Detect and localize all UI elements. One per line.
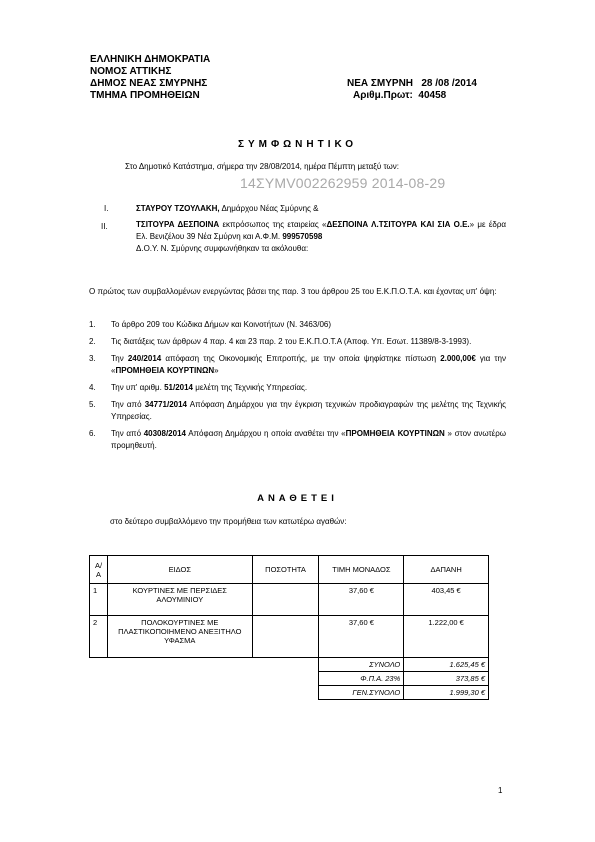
cell-cost: 403,45 € xyxy=(404,584,489,616)
party-name: ΣΤΑΥΡΟΥ ΤΖΟΥΛΑΚΗ, xyxy=(136,204,220,213)
issuer-block xyxy=(90,54,210,102)
cell-qty xyxy=(252,616,319,658)
column-header: Α/Α xyxy=(90,556,108,584)
cell-price: 37,60 € xyxy=(319,616,404,658)
cell-item: ΚΟΥΡΤΙΝΕΣ ΜΕ ΠΕΡΣΙΔΕΣ ΑΛΟΥΜΙΝΙΟΥ xyxy=(107,584,252,616)
list-item: 4. Την υπ' αριθμ. 51/2014 μελέτη της Τεχνικής Υπηρεσίας. xyxy=(89,383,308,392)
total-row xyxy=(90,658,489,672)
items-table xyxy=(89,555,489,700)
total-label: ΣΥΝΟΛΟ xyxy=(319,658,404,672)
cell-item: ΠΟΛΟΚΟΥΡΤΙΝΕΣ ΜΕ ΠΛΑΣΤΙΚΟΠΟΙΗΜΕΝΟ ΑΝΕΞΙΤΗΛΟ ΥΦΑΣΜΑ xyxy=(107,616,252,658)
issuer-line: ΔΗΜΟΣ ΝΕΑΣ ΣΜΥΡΝΗΣ xyxy=(90,78,208,89)
list-item: 1. Το άρθρο 209 του Κώδικα Δήμων και Κοινοτήτων (Ν. 3463/06) xyxy=(89,320,332,329)
vat-value: 373,85 € xyxy=(404,672,489,686)
assign-title: ΑΝΑΘΕΤΕΙ xyxy=(257,493,338,504)
vat-label: Φ.Π.Α. 23% xyxy=(319,672,404,686)
column-header: ΠΟΣΟΤΗΤΑ xyxy=(252,556,319,584)
issuer-line: ΝΟΜΟΣ ΑΤΤΙΚΗΣ xyxy=(90,66,172,77)
list-item: 3. Την 240/2014 απόφαση της Οικονομικής Επιτροπής, με την οποία ψηφίστηκε πίστωση 2.000,00€ για την «ΠΡΟΜΗΘΕΙΑ ΚΟΥΡΤΙΝΩΝ» xyxy=(89,354,506,375)
assign-text: στο δεύτερο συμβαλλόμενο την προμήθεια των κατωτέρω αγαθών: xyxy=(110,517,347,526)
list-item: 6. Την από 40308/2014 Απόφαση Δημάρχου η οποία αναθέτει την «ΠΡΟΜΗΘΕΙΑ ΚΟΥΡΤΙΝΩΝ » στον ανωτέρω προμηθευτή. xyxy=(89,429,506,450)
table-header-row xyxy=(90,556,489,584)
total-value: 1.625,45 € xyxy=(404,658,489,672)
party-1 xyxy=(136,203,318,215)
list-item: 2. Τις διατάξεις των άρθρων 4 παρ. 4 και 23 παρ. 2 του Ε.Κ.Π.Ο.Τ.Α (Αποφ. Υπ. Εσωτ. 11389/8-3-1993). xyxy=(89,337,472,346)
document-id-watermark: 14ΣΥΜV002262959 2014-08-29 xyxy=(240,175,446,191)
table-row xyxy=(90,584,489,616)
protocol-number: Αριθμ.Πρωτ: 40458 xyxy=(353,90,447,101)
total-row xyxy=(90,686,489,700)
party-desc: Δημάρχου Νέας Σμύρνης & xyxy=(219,204,319,213)
grand-total-value: 1.999,30 € xyxy=(404,686,489,700)
total-row xyxy=(90,672,489,686)
cell-cost: 1.222,00 € xyxy=(404,616,489,658)
cell-qty xyxy=(252,584,319,616)
company-name: ΔΕΣΠΟΙΝΑ Λ.ΤΣΙΤΟΥΡΑ ΚΑΙ ΣΙΑ Ο.Ε. xyxy=(326,220,470,229)
grand-total-label: ΓΕΝ.ΣΥΝΟΛΟ xyxy=(319,686,404,700)
issuer-line: ΤΜΗΜΑ ΠΡΟΜΗΘΕΙΩΝ xyxy=(90,90,200,101)
tax-id: 999570598 xyxy=(282,232,323,241)
issuer-line: ΕΛΛΗΝΙΚΗ ΔΗΜΟΚΡΑΤΙΑ xyxy=(90,54,211,65)
intro-text: Στο Δημοτικό Κατάστημα, σήμερα την 28/08/2014, ημέρα Πέμπτη μεταξύ των: xyxy=(125,162,399,171)
party-number: I. xyxy=(104,204,109,213)
preamble: Ο πρώτος των συμβαλλομένων ενεργώντας βάσει της παρ. 3 του άρθρου 25 του Ε.Κ.Π.Ο.Τ.Α. και έχοντας υπ' όψη: xyxy=(89,287,497,296)
cell-aa: 2 xyxy=(90,616,108,658)
column-header: ΕΙΔΟΣ xyxy=(107,556,252,584)
cell-price: 37,60 € xyxy=(319,584,404,616)
page-number: 1 xyxy=(498,786,503,795)
column-header: ΤΙΜΗ ΜΟΝΑΔΟΣ xyxy=(319,556,404,584)
list-item: 5. Την από 34771/2014 Απόφαση Δημάρχου για την έγκριση τεχνικών προδιαγραφών της μελέτης της Τεχνικής Υπηρεσίας. xyxy=(89,400,506,421)
column-header: ΔΑΠΑΝΗ xyxy=(404,556,489,584)
party-2: ΤΣΙΤΟΥΡΑ ΔΕΣΠΟΙΝΑ εκπρόσωπος της εταιρείας «ΔΕΣΠΟΙΝΑ Λ.ΤΣΙΤΟΥΡΑ ΚΑΙ ΣΙΑ Ο.Ε.» με έδρα Ελ. Βενιζέλου 39 Νέα Σμύρνη και Α.Φ.Μ. 999570598 Δ.Ο.Υ. Ν. Σμύρνης συμφωνήθηκαν τα ακόλουθα: xyxy=(136,220,507,253)
place-date: ΝΕΑ ΣΜΥΡΝΗ 28 /08 /2014 xyxy=(347,78,477,89)
party-number: II. xyxy=(101,222,108,231)
party-name: ΤΣΙΤΟΥΡΑ ΔΕΣΠΟΙΝΑ xyxy=(136,220,220,229)
document-title: ΣΥΜΦΩΝΗΤΙΚΟ xyxy=(237,139,358,150)
cell-aa: 1 xyxy=(90,584,108,616)
table-row xyxy=(90,616,489,658)
considerations-list xyxy=(89,319,506,457)
